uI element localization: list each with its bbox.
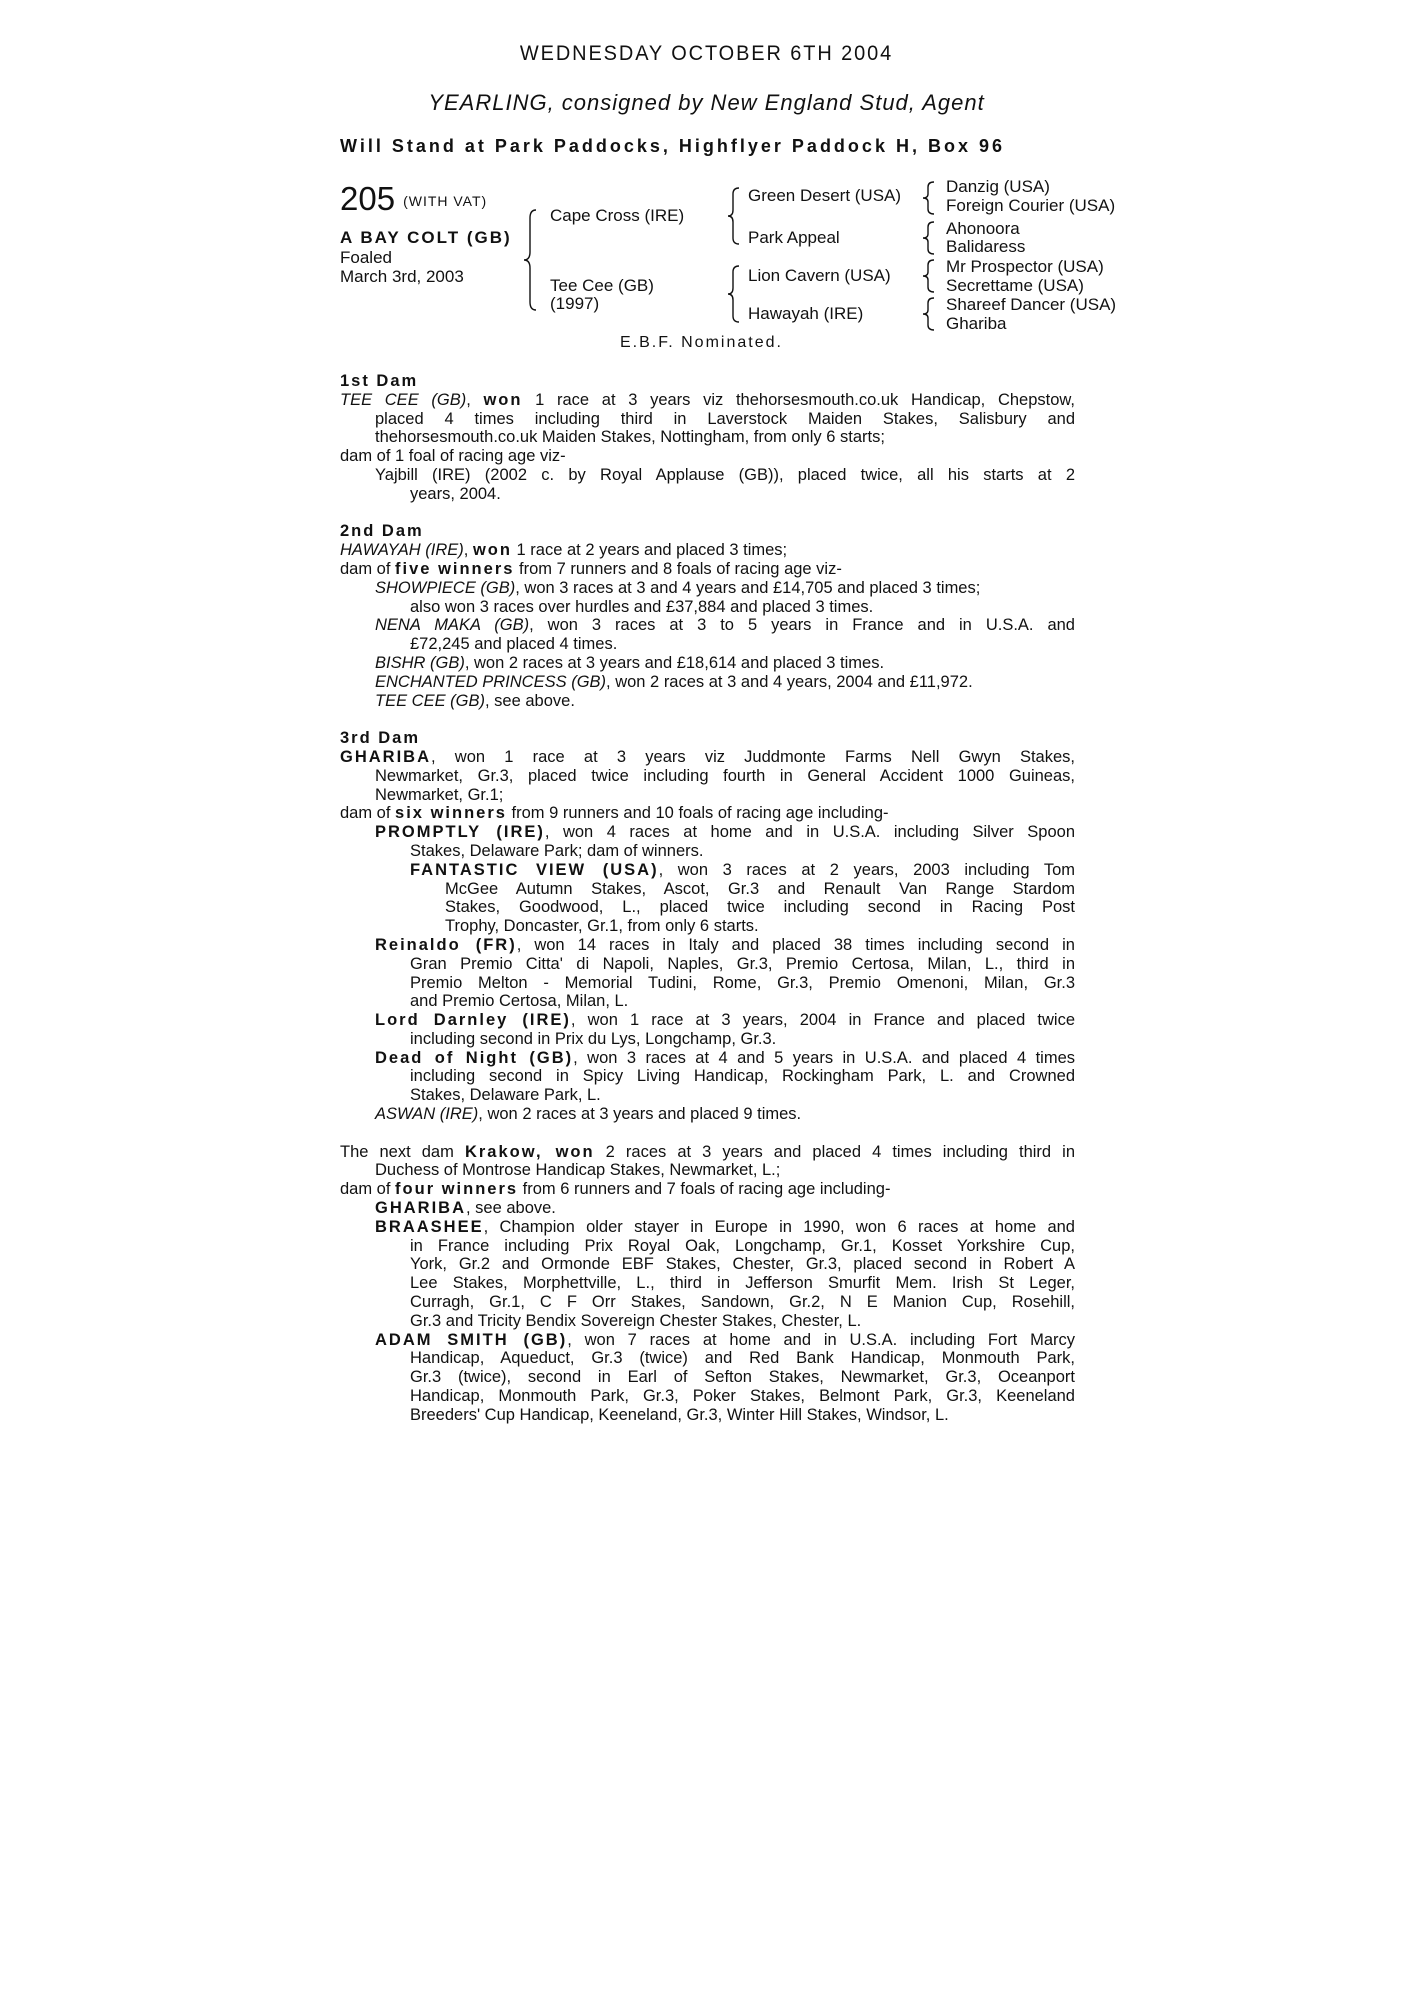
progeny-record: , won 3 races at 3 and 4 years and £14,705 and placed 3 times; <box>515 578 981 597</box>
first-dam-line-3: thehorsesmouth.co.uk Maiden Stakes, Nottingham, from only 6 starts; <box>375 428 885 447</box>
progeny-braashee <box>340 1218 1075 1237</box>
progeny-name: BRAASHEE <box>375 1217 484 1236</box>
dam-year: (1997) <box>550 294 600 313</box>
progeny-name: ASWAN (IRE) <box>375 1105 479 1124</box>
progeny-adam-smith-cont-3: Handicap, Monmouth Park, Gr.3, Poker Stakes, Belmont Park, Gr.3, Keeneland <box>410 1387 1075 1406</box>
sale-date: WEDNESDAY OCTOBER 6TH 2004 <box>519 42 894 65</box>
progeny-lord-darnley <box>340 1011 1075 1030</box>
sire-sire-name: Green Desert (USA) <box>748 186 902 205</box>
progeny-enchanted-princess <box>340 673 1075 692</box>
progeny-reinaldo-cont-2: Premio Melton - Memorial Tudini, Rome, Gr.3, Premio Omenoni, Milan, Gr.3 <box>410 973 1075 992</box>
progeny-dead-of-night-cont-2: Stakes, Delaware Park, L. <box>410 1086 601 1105</box>
third-dam-line-2: Newmarket, Gr.3, placed twice including fourth in General Accident 1000 Guineas, <box>375 766 1075 785</box>
progeny-name: FANTASTIC VIEW (USA) <box>410 860 659 879</box>
progeny-name: TEE CEE (GB) <box>375 691 486 710</box>
progeny-name: BISHR (GB) <box>375 653 465 672</box>
progeny-promptly-cont: Stakes, Delaware Park; dam of winners. <box>410 841 704 860</box>
third-dam-line-4 <box>340 804 1075 823</box>
next-dam-name: Krakow <box>464 1142 536 1161</box>
first-dam-heading: 1st Dam <box>340 372 419 390</box>
dam-dam-name: Hawayah (IRE) <box>748 304 864 323</box>
progeny-record: , won 3 races at 2 years, 2003 including Tom <box>658 860 1075 879</box>
progeny-record: , won 4 races at home and in U.S.A. including Silver Spoon <box>544 823 1075 842</box>
first-dam-line-2: placed 4 times including third in Laverstock Maiden Stakes, Salisbury and <box>375 409 1075 428</box>
ebf-nomination: E.B.F. Nominated. <box>620 334 783 351</box>
progeny-fantastic-view-cont-2: Stakes, Goodwood, L., placed twice including second in Racing Post <box>445 898 1075 917</box>
first-dam-line-5: Yajbill (IRE) (2002 c. by Royal Applause (GB)), placed twice, all his starts at 2 <box>375 465 1075 484</box>
next-dam-line-2: Duchess of Montrose Handicap Stakes, Newmarket, L.; <box>375 1161 781 1180</box>
lot-description: A BAY COLT (GB) <box>340 228 512 247</box>
first-dam-name: TEE CEE (GB) <box>340 390 467 409</box>
great-grandsire-1: Danzig (USA) <box>946 177 1050 196</box>
dam-name: Tee Cee (GB) <box>550 276 654 295</box>
progeny-record: , Champion older stayer in Europe in 1990, won 6 races at home and <box>483 1217 1075 1236</box>
progeny-name: ADAM SMITH (GB) <box>375 1330 568 1349</box>
progeny-tee-cee <box>340 692 1075 711</box>
next-dam-winners: four winners <box>395 1180 519 1199</box>
progeny-braashee-cont-1: in France including Prix Royal Oak, Longchamp, Gr.1, Kosset Yorkshire Cup, <box>410 1236 1075 1255</box>
progeny-braashee-cont-2: York, Gr.2 and Ormonde EBF Stakes, Chester, Gr.3, placed second in Robert A <box>410 1255 1075 1274</box>
sire-name: Cape Cross (IRE) <box>550 206 685 225</box>
progeny-reinaldo-cont-1: Gran Premio Citta' di Napoli, Naples, Gr.3, Premio Certosa, Milan, L., third in <box>410 954 1075 973</box>
progeny-fantastic-view-cont-3: Trophy, Doncaster, Gr.1, from only 6 starts. <box>445 917 759 936</box>
progeny-record: , won 7 races at home and in U.S.A. including Fort Marcy <box>567 1330 1075 1349</box>
progeny-record: , won 2 races at 3 and 4 years, 2004 and £11,972. <box>606 672 973 691</box>
consignment-line: YEARLING, consigned by New England Stud, Agent <box>428 90 985 115</box>
progeny-name: PROMPTLY (IRE) <box>375 823 545 842</box>
second-dam-line-1: HAWAYAH (IRE), won 1 race at 2 years and placed 3 times; <box>340 541 788 560</box>
progeny-fantastic-view-cont-1: McGee Autumn Stakes, Ascot, Gr.3 and Renault Van Range Stardom <box>445 879 1075 898</box>
second-dam-runners: from 7 runners and 8 foals of racing age viz- <box>519 559 842 578</box>
third-dam-line-3: Newmarket, Gr.1; <box>375 785 504 804</box>
progeny-fantastic-view <box>340 861 1075 880</box>
third-dam-line-1 <box>340 748 1075 767</box>
progeny-record: , won 14 races in Italy and placed 38 times including second in <box>516 935 1075 954</box>
sire-line-brace <box>727 186 741 246</box>
second-dam-winners: five winners <box>395 559 515 578</box>
great-grandsire-7: Shareef Dancer (USA) <box>946 295 1117 314</box>
progeny-bishr <box>340 654 1075 673</box>
first-dam-line-6: years, 2004. <box>410 484 501 503</box>
next-dam-dam-of: dam of <box>340 1180 391 1199</box>
second-dam-section <box>340 522 1075 710</box>
progeny-record: , won 2 races at 3 years and placed 9 times. <box>478 1105 802 1124</box>
stand-location: Will Stand at Park Paddocks, Highflyer Paddock H, Box 96 <box>340 136 1005 156</box>
progeny-name: Dead of Night (GB) <box>375 1048 574 1067</box>
great-grandsire-3: Ahonoora <box>946 219 1020 238</box>
progeny-record: , see above. <box>466 1199 556 1218</box>
progeny-record: , won 1 race at 3 years, 2004 in France and placed twice <box>570 1011 1075 1030</box>
progeny-name: GHARIBA <box>375 1199 466 1218</box>
progeny-name: Lord Darnley (IRE) <box>375 1011 571 1030</box>
progeny-name: SHOWPIECE (GB) <box>375 578 516 597</box>
progeny-adam-smith-cont-1: Handicap, Aqueduct, Gr.3 (twice) and Red Bank Handicap, Monmouth Park, <box>410 1349 1075 1368</box>
progeny-adam-smith <box>340 1331 1075 1350</box>
first-dam-line-1: TEE CEE (GB), won 1 race at 3 years viz thehorsesmouth.co.uk Handicap, Chepstow, <box>340 390 1075 409</box>
progeny-nena-maka <box>340 616 1075 635</box>
dam-line-brace <box>727 264 741 324</box>
grand-brace-2 <box>922 220 936 256</box>
progeny-adam-smith-cont-2: Gr.3 (twice), second in Earl of Sefton Stakes, Newmarket, Gr.3, Oceanport <box>410 1368 1075 1387</box>
progeny-braashee-cont-3: Lee Stakes, Morphettville, L., third in Jefferson Smurfit Mem. Irish St Leger, <box>410 1274 1075 1293</box>
great-grandsire-5: Mr Prospector (USA) <box>946 257 1104 276</box>
progeny-reinaldo <box>340 936 1075 955</box>
progeny-braashee-cont-4: Curragh, Gr.1, C F Orr Stakes, Sandown, Gr.2, N E Manion Cup, Rosehill, <box>410 1293 1075 1312</box>
third-dam-dam-of: dam of <box>340 804 391 823</box>
sire-dam-brace <box>522 208 540 312</box>
progeny-record: , see above. <box>485 691 575 710</box>
second-dam-line-2 <box>340 560 1075 579</box>
progeny-name: ENCHANTED PRINCESS (GB) <box>375 672 607 691</box>
third-dam-heading: 3rd Dam <box>340 729 421 748</box>
second-dam-won: won <box>472 541 512 560</box>
second-dam-dam-of: dam of <box>340 559 391 578</box>
progeny-showpiece-cont: also won 3 races over hurdles and £37,884 and placed 3 times. <box>410 597 874 616</box>
great-grandsire-4: Balidaress <box>946 237 1026 256</box>
progeny-record: , won 3 races at 4 and 5 years in U.S.A. and placed 4 times <box>573 1048 1075 1067</box>
third-dam-name: GHARIBA <box>340 747 431 766</box>
grand-brace-3 <box>922 258 936 294</box>
progeny-nena-maka-cont: £72,245 and placed 4 times. <box>410 635 618 654</box>
sire-dam-name: Park Appeal <box>748 228 840 247</box>
second-dam-text: 1 race at 2 years and placed 3 times; <box>516 541 788 560</box>
third-dam-text: , won 1 race at 3 years viz Juddmonte Farms Nell Gwyn Stakes, <box>431 747 1075 766</box>
next-dam-section <box>340 1143 1075 1425</box>
next-dam-line-1 <box>340 1143 1075 1162</box>
vat-note: (WITH VAT) <box>403 193 488 210</box>
foaling-date: Foaled March 3rd, 2003 <box>340 248 464 286</box>
next-dam-won: , won <box>535 1142 595 1161</box>
second-dam-name: HAWAYAH (IRE) <box>340 541 464 560</box>
progeny-dead-of-night <box>340 1049 1075 1068</box>
first-dam-line-4: dam of 1 foal of racing age viz- <box>340 447 566 466</box>
great-grandsire-6: Secrettame (USA) <box>946 276 1084 295</box>
progeny-braashee-cont-5: Gr.3 and Tricity Bendix Sovereign Chester Stakes, Chester, L. <box>410 1311 862 1330</box>
great-grandsire-8: Ghariba <box>946 314 1007 333</box>
next-dam-line-3 <box>340 1180 1075 1199</box>
progeny-record: , won 2 races at 3 years and £18,614 and placed 3 times. <box>464 653 885 672</box>
progeny-aswan <box>340 1105 1075 1124</box>
great-grandsire-2: Foreign Courier (USA) <box>946 196 1116 215</box>
progeny-dead-of-night-cont-1: including second in Spicy Living Handicap, Rockingham Park, L. and Crowned <box>410 1067 1075 1086</box>
dam-sire-name: Lion Cavern (USA) <box>748 266 891 285</box>
next-dam-text: 2 races at 3 years and placed 4 times including third in <box>605 1142 1076 1161</box>
next-dam-intro: The next dam <box>340 1142 454 1161</box>
lot-number-value: 205 <box>340 180 396 217</box>
first-dam-section <box>340 372 1075 504</box>
progeny-adam-smith-cont-4: Breeders' Cup Handicap, Keeneland, Gr.3, Winter Hill Stakes, Windsor, L. <box>410 1405 949 1424</box>
first-dam-won: won <box>483 390 523 409</box>
progeny-showpiece <box>340 579 1075 598</box>
progeny-record: , won 3 races at 3 to 5 years in France and in U.S.A. and <box>529 616 1075 635</box>
next-dam-runners: from 6 runners and 7 foals of racing age including- <box>522 1180 891 1199</box>
second-dam-heading: 2nd Dam <box>340 522 424 541</box>
progeny-promptly <box>340 823 1075 842</box>
first-dam-text: 1 race at 3 years viz thehorsesmouth.co.uk Handicap, Chepstow, <box>535 390 1075 409</box>
lot-number <box>340 180 487 218</box>
third-dam-winners: six winners <box>395 804 507 823</box>
progeny-name: NENA MAKA (GB) <box>375 616 530 635</box>
third-dam-section <box>340 729 1075 1124</box>
progeny-ghariba <box>340 1199 1075 1218</box>
catalogue-body <box>340 372 1075 1443</box>
grand-brace-1 <box>922 180 936 216</box>
progeny-name: Reinaldo (FR) <box>375 935 517 954</box>
progeny-lord-darnley-cont: including second in Prix du Lys, Longchamp, Gr.3. <box>410 1029 777 1048</box>
grand-brace-4 <box>922 296 936 332</box>
third-dam-runners: from 9 runners and 10 foals of racing age including- <box>511 804 889 823</box>
progeny-reinaldo-cont-3: and Premio Certosa, Milan, L. <box>410 992 629 1011</box>
